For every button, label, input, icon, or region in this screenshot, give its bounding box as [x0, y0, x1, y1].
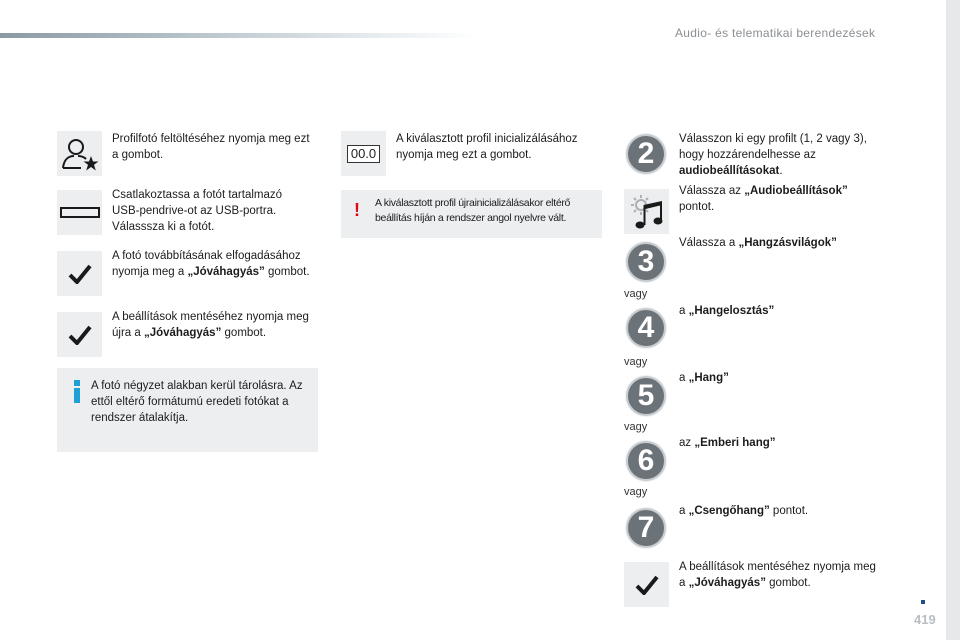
step-6-badge: 6	[626, 441, 666, 481]
step-2-badge: 2	[626, 134, 666, 174]
save-settings-instruction: A beállítások mentéséhez nyomja meg újra a „Jóváhagyás” gombot.	[112, 311, 309, 339]
step-5-badge: 5	[626, 376, 666, 416]
sound-option: a „Hang”	[679, 372, 729, 384]
header-bar	[0, 33, 480, 38]
confirm-icon-box-1	[57, 251, 102, 296]
or-label: vagy	[624, 288, 648, 300]
usb-icon-box	[57, 190, 102, 235]
final-save-instruction: A beállítások mentéséhez nyomja meg a „Jóváhagyás” gombot.	[679, 561, 876, 589]
audio-settings-icon	[626, 191, 668, 233]
select-profile-instruction: Válasszon ki egy profilt (1, 2 vagy 3), hogy hozzárendelhesse az audiobeállításokat.	[679, 133, 867, 177]
warning-box	[341, 190, 602, 238]
counter-icon: 00.0	[347, 145, 380, 163]
warning-icon: !	[354, 200, 360, 220]
confirm-icon-box-3	[624, 562, 669, 607]
checkmark-icon	[68, 264, 92, 284]
reset-profile-instruction: A kiválasztott profil inicializálásához nyomja meg ezt a gombot.	[396, 133, 578, 161]
step-3-badge: 3	[626, 242, 666, 282]
page-header-title: Audio- és telematikai berendezések	[675, 26, 876, 40]
usb-instruction: Csatlakoztassa a fotót tartalmazó USB-pendrive-ot az USB-portra. Válasssza ki a fotót.	[112, 189, 283, 233]
reset-counter-icon-box	[341, 131, 386, 176]
confirm-icon-box-2	[57, 312, 102, 357]
profile-photo-icon-box	[57, 131, 102, 176]
step-7-badge: 7	[626, 508, 666, 548]
page-number: 419	[914, 612, 936, 627]
or-label: vagy	[624, 421, 648, 433]
page-edge-strip	[946, 0, 960, 640]
sound-worlds-option: Válassza a „Hangzásvilágok”	[679, 237, 837, 249]
info-box	[57, 368, 318, 452]
checkmark-icon	[635, 575, 659, 595]
human-voice-option: az „Emberi hang”	[679, 437, 776, 449]
audio-settings-instruction: Válassza az „Audiobeállítások” pontot.	[679, 185, 848, 213]
warning-text: A kiválasztott profil újrainicializálásakor eltérő beállítás híján a rendszer angol nyelvre vált.	[375, 197, 571, 224]
checkmark-icon	[68, 325, 92, 345]
accept-photo-instruction: A fotó továbbításának elfogadásához nyomja meg a „Jóváhagyás” gombot.	[112, 250, 310, 278]
or-label: vagy	[624, 356, 648, 368]
upload-photo-instruction: Profilfotó feltöltéséhez nyomja meg ezt a gombot.	[112, 133, 310, 161]
info-text: A fotó négyzet alakban kerül tárolásra. Az ettől eltérő formátumú eredeti fotókat a rendszer átalakítja.	[91, 380, 303, 424]
sound-distribution-option: a „Hangelosztás”	[679, 305, 775, 317]
step-4-badge: 4	[626, 308, 666, 348]
info-icon	[73, 380, 80, 403]
page-marker	[921, 600, 925, 604]
or-label: vagy	[624, 486, 648, 498]
audio-settings-icon-box	[624, 189, 669, 234]
ringtone-option: a „Csengőhang” pontot.	[679, 505, 809, 517]
profile-star-icon	[59, 134, 101, 174]
bar-icon	[60, 207, 100, 219]
